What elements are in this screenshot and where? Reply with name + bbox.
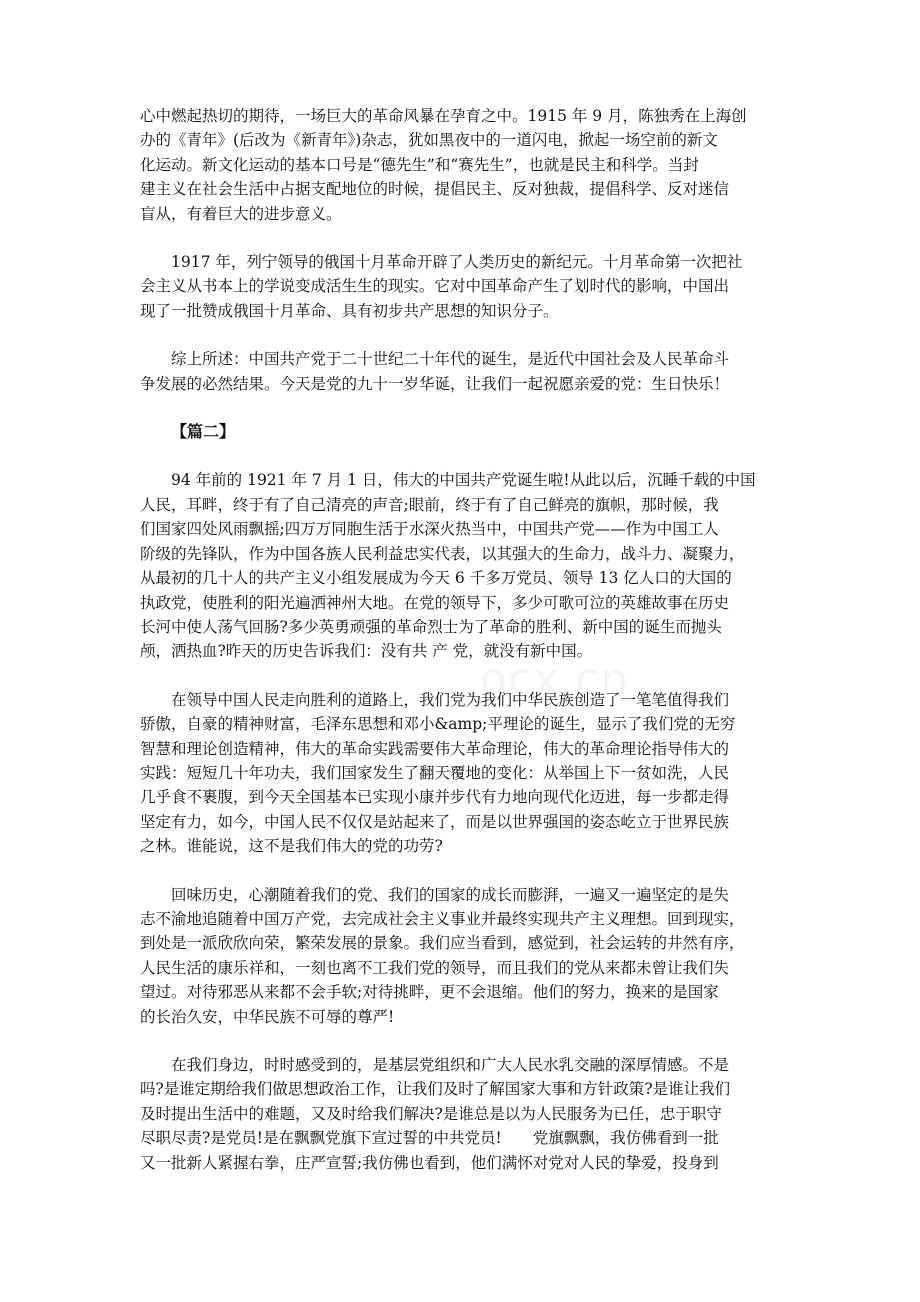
- paragraph-gap: [140, 396, 782, 420]
- paragraph-grassroots: 在我们身边，时时感受到的，是基层党组织和广大人民水乳交融的深厚情感。不是 吗?是谁定期给我们做思想政治工作，让我们及时了解国家大事和方针政策?是谁让我们 及时提出生活中的难题，又及时给我们解决?是谁总是以为人民服务为已任，忠于职守 尽职尽责?是党员!是在飘飘党旗下宣过誓的中共党员! 党旗飘飘，我仿佛看到一批 又一批新人紧握右拳，庄严宣誓;我仿佛也看到，他们满怀对党对人民的挚爱，投身到: [140, 1056, 731, 1172]
- paragraph-leadership: 在领导中国人民走向胜利的道路上，我们党为我们中华民族创造了一笔笔值得我们 骄傲，自豪的精神财富，毛泽东思想和邓小&amp;平理论的诞生，显示了我们党的无穷 智慧和理论创造精神，伟大的革命实践需要伟大革命理论，伟大的革命理论指导伟大的 实践：短短几十年功夫，我们国家发生了翻天覆地的变化：从举国上下一贫如洗，人民 几乎食不裹腹，到今天全国基本已实现小康并步代有力地向现代化迈进，每一步都走得 坚定有力，如今，中国人民不仅仅是站起来了，而是以世界强国的姿态屹立于世界民族 之林。谁能说，这不是我们伟大的党的功劳?: [140, 690, 736, 856]
- section-heading: 【篇二】: [171, 422, 236, 442]
- paragraph-gap: [140, 444, 782, 468]
- paragraph-october-revolution: 1917 年，列宁领导的俄国十月革命开辟了人类历史的新纪元。十月革命第一次把社 会主义从书本上的学说变成活生生的现实。它对中国革命产生了划时代的影响，中国出 现了一批赞成俄国十月革命、具有初步共产思想的知识分子。: [140, 253, 743, 320]
- paragraph-gap: [140, 1029, 782, 1053]
- paragraph-continuation: 心中燃起热切的期待，一场巨大的革命风暴在孕育之中。1915 年 9 月，陈独秀在上海创 办的《青年》(后改为《新青年》)杂志，犹如黑夜中的一道闪电，掀起一场空前的新文 化运动。新文化运动的基本口号是“德先生”和“赛先生”，也就是民主和科学。当封 建主义在社会生活中占据支配地位的时候，提倡民主、反对独裁，提倡科学、反对迷信 盲从，有着巨大的进步意义。: [140, 107, 747, 223]
- paragraph-gap: [140, 226, 782, 250]
- paragraph-party-founding: 94 年前的 1921 年 7 月 1 日，伟大的中国共产党诞生啦!从此以后，沉睡千载的中国 人民，耳畔，终于有了自己清亮的声音;眼前，终于有了自己鲜亮的旗帜，那时候，我 们国家四处风雨飘摇;四万万同胞生活于水深火热当中，中国共产党——作为中国工人 阶级的先锋队，作为中国各族人民利益忠实代表，以其强大的生命力，战斗力、凝聚力， 从最初的几十人的共产主义小组发展成为今天 6 千多万党员、领导 13 亿人口的大国的 执政党，使胜利的阳光遍洒神州大地。在党的领导下，多少可歌可泣的英雄故事在历史 长河中使人荡气回肠?多少英勇顽强的革命烈士为了革命的胜利、新中国的诞生而抛头 颅，洒热血?昨天的历史告诉我们：没有共 产 党，就没有新中国。: [140, 471, 756, 661]
- paragraph-gap: [140, 323, 782, 347]
- paragraph-gap: [140, 859, 782, 883]
- document-page: [140, 104, 782, 1175]
- paragraph-summary: 综上所述：中国共产党于二十世纪二十年代的诞生，是近代中国社会及人民革命斗 争发展的必然结果。今天是党的九十一岁华诞，让我们一起祝愿亲爱的党：生日快乐！: [140, 350, 730, 393]
- watermark: ocx.cn: [480, 654, 630, 705]
- paragraph-history: 回味历史，心潮随着我们的党、我们的国家的成长而膨湃，一遍又一遍坚定的是失 志不渝地追随着中国万产党，去完成社会主义事业并最终实现共产主义理想。回到现实， 到处是一派欣欣向荣，繁荣发展的景象。我们应当看到，感觉到，社会运转的井然有序， 人民生活的康乐祥和，一刻也离不工我们党的领导，而且我们的党从来都未曾让我们失 望过。对待邪恶从来都不会手软;对待挑畔，更不会退缩。他们的努力，换来的是国家 的长治久安，中华民族不可辱的尊严!: [140, 885, 745, 1026]
- paragraph-gap: [140, 664, 782, 688]
